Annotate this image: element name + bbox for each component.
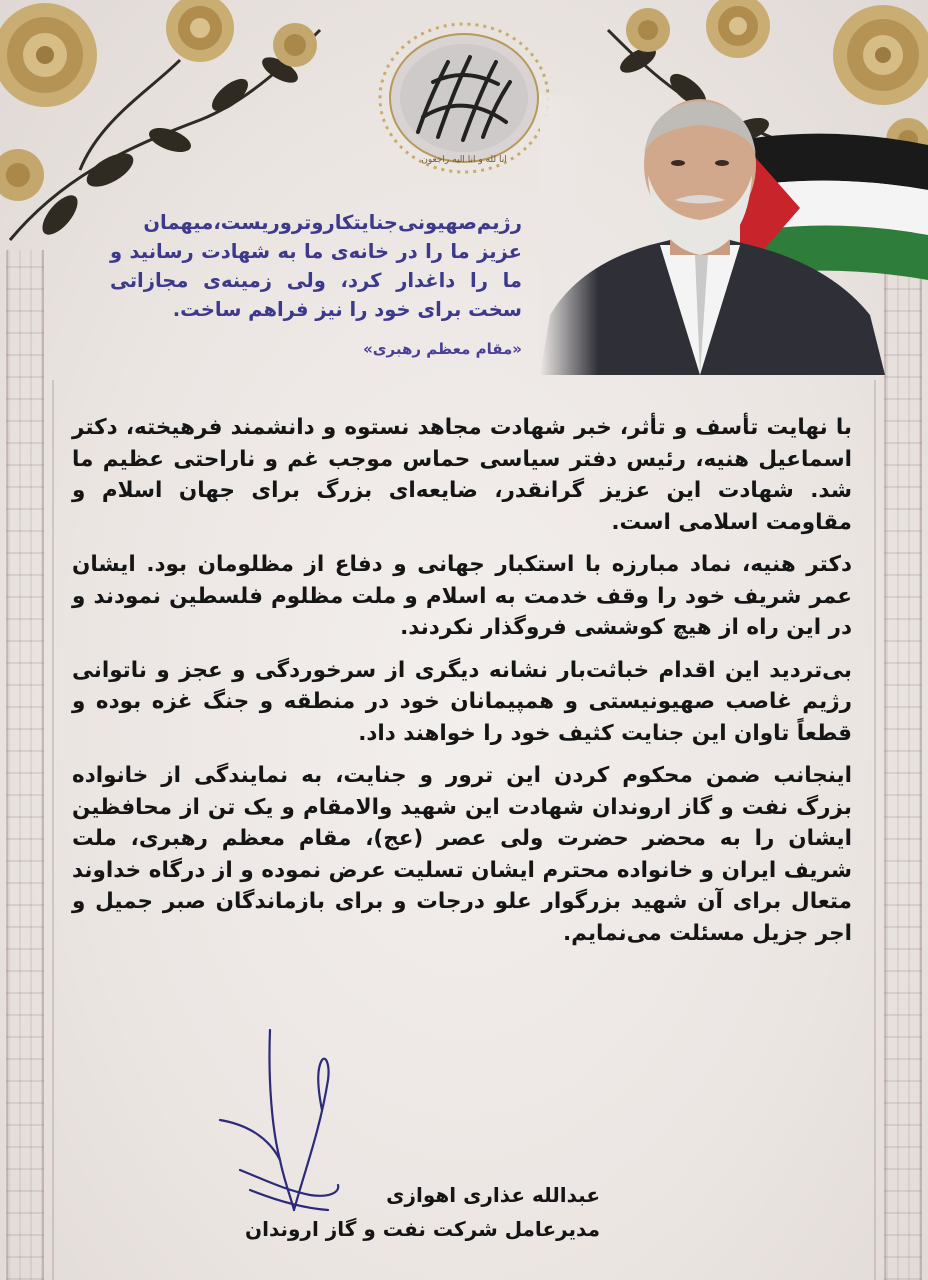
signer-title: مدیرعامل شرکت نفت و گاز اروندان [245,1217,600,1241]
right-ornamental-border [884,250,922,1280]
body-paragraph: بی‌تردید این اقدام خباثت‌بار نشانه دیگری از سرخوردگی و عجز و ناتوانی رژیم غاصب صهیونیستی و همپیمانان خود در منطقه و جنگ غزه بوده و قطعاً تاوان این جنایت کثیف خود را خواهند داد. [72,657,852,746]
left-ornamental-border [6,250,44,1280]
quote-source: «مقام معظم رهبری» [363,340,522,358]
leader-quote: رژیم‌صهیونی‌جنایتکار‌وتروریست،‌میهمان عزیز ما را در خانه‌ی ما به شهادت رسانید و ما را داغدار کرد، ولی زمینه‌ی مجازاتی سخت برای خود را نیز فراهم ساخت. [110,211,522,321]
left-rule [52,380,54,1280]
right-rule [874,380,876,1280]
body-paragraph: دکتر هنیه، نماد مبارزه با استکبار جهانی و دفاع از مظلومان بود. ایشان عمر شریف خود را وقف خدمت به اسلام و ملت مظلوم فلسطین نمودند و در این راه از هیچ کوششی فروگذار نکردند. [72,552,852,640]
signer-name: عبدالله عذاری اهوازی [386,1183,600,1207]
signer-block [230,1178,600,1246]
letter-body [72,412,852,960]
body-paragraph: اینجانب ضمن محکوم کردن این ترور و جنایت، به نمایندگی از خانواده بزرگ نفت و گاز اروندان شهادت این شهید والامقام و یک تن از محافظین ایشان را به محضر حضرت ولی عصر (عج)، مقام معظم رهبری، ملت شریف ایران و خانواده محترم ایشان تسلیت عرض نموده و از درگاه خداوند متعال برای آن شهید بزرگوار علو درجات و برای بازماندگان صبر جمیل و اجر جزیل مسئلت می‌نمایم. [72,763,852,946]
emblem-text: انا لله و انا الیه راجعون [421,155,507,165]
body-paragraph: با نهایت تأسف و تأثر، خبر شهادت مجاهد نستوه و دانشمند فرهیخته، دکتر اسماعیل هنیه، رئیس دفتر سیاسی حماس موجب غم و ناراحتی عظیم ما شد. شهادت این عزیز گرانقدر، ضایعه‌ای بزرگ برای جهان اسلام و مقاومت اسلامی است. [72,415,852,535]
calligraphy-emblem-icon [378,22,550,174]
portrait-image [540,95,928,375]
